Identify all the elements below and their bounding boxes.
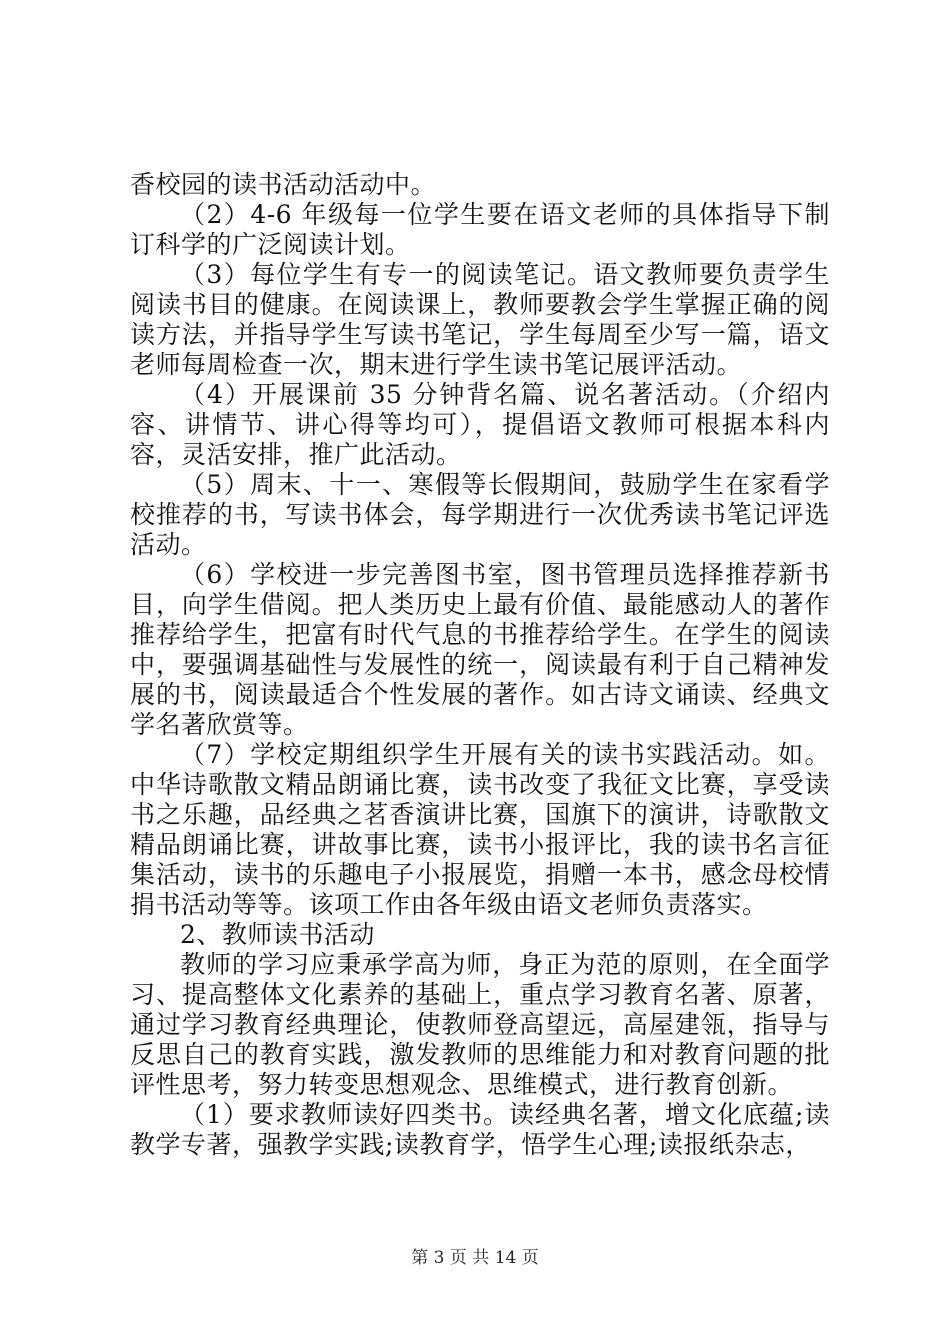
- page-footer: 第 3 页 共 14 页: [411, 1248, 539, 1268]
- document-body: [130, 170, 830, 1160]
- paragraph-teacher-item-1: （1）要求教师读好四类书。读经典名著，增文化底蕴;读教学专著，强教学实践;读教育学，悟学生心理;读报纸杂志，: [130, 1100, 830, 1159]
- paragraph-item-7: （7）学校定期组织学生开展有关的读书实践活动。如。中华诗歌散文精品朗诵比赛，读书改变了我征文比赛，享受读书之乐趣，品经典之茗香演讲比赛，国旗下的演讲，诗歌散文精品朗诵比赛，讲故事比赛，读书小报评比，我的读书名言征集活动，读书的乐趣电子小报展览，捐赠一本书，感念母校情捐书活动等等。该项工作由各年级由语文老师负责落实。: [130, 740, 830, 919]
- paragraph-item-4: （4）开展课前 35 分钟背名篇、说名著活动。（介绍内容、讲情节、讲心得等均可），提倡语文教师可根据本科内容，灵活安排，推广此活动。: [130, 380, 830, 469]
- paragraph-item-5: （5）周末、十一、寒假等长假期间，鼓励学生在家看学校推荐的书，写读书体会，每学期进行一次优秀读书笔记评选活动。: [130, 470, 830, 559]
- section-heading-teacher-reading: 2、教师读书活动: [180, 920, 375, 949]
- paragraph-continuation: 香校园的读书活动活动中。: [130, 170, 437, 199]
- paragraph-item-3: （3）每位学生有专一的阅读笔记。语文教师要负责学生阅读书目的健康。在阅读课上，教师要教会学生掌握正确的阅读方法，并指导学生写读书笔记，学生每周至少写一篇，语文老师每周检查一次，期末进行学生读书笔记展评活动。: [130, 260, 830, 379]
- paragraph-item-2: （2）4-6 年级每一位学生要在语文老师的具体指导下制订科学的广泛阅读计划。: [130, 200, 830, 259]
- paragraph-item-6: （6）学校进一步完善图书室，图书管理员选择推荐新书目，向学生借阅。把人类历史上最有价值、最能感动人的著作推荐给学生，把富有时代气息的书推荐给学生。在学生的阅读中，要强调基础性与发展性的统一，阅读最有利于自己精神发展的书，阅读最适合个性发展的著作。如古诗文诵读、经典文学名著欣赏等。: [130, 560, 830, 739]
- paragraph-teacher-intro: 教师的学习应秉承学高为师，身正为范的原则，在全面学习、提高整体文化素养的基础上，重点学习教育名著、原著，通过学习教育经典理论，使教师登高望远，高屋建瓴，指导与反思自己的教育实践，激发教师的思维能力和对教育问题的批评性思考，努力转变思想观念、思维模式，进行教育创新。: [130, 950, 830, 1099]
